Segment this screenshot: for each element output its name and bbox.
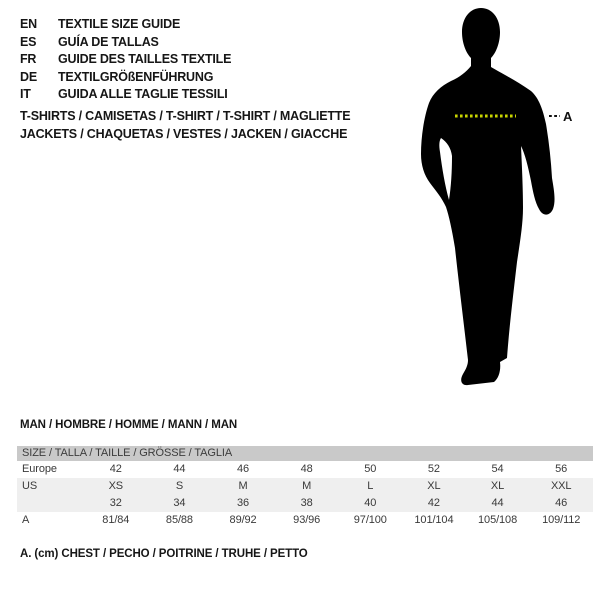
- man-silhouette: [405, 0, 580, 400]
- size-table-row-label: A: [22, 514, 30, 526]
- size-table-cell: 105/108: [478, 514, 518, 526]
- size-table-cell: 54: [491, 463, 504, 475]
- size-table-cell: 97/100: [353, 514, 387, 526]
- category-line-tshirts: T-SHIRTS / CAMISETAS / T-SHIRT / T-SHIRT / MAGLIETTE: [20, 109, 351, 123]
- language-row-en: [20, 16, 231, 34]
- size-table-cell: 46: [237, 463, 250, 475]
- man-silhouette-body: [421, 8, 555, 385]
- size-table-cell: 44: [491, 497, 504, 509]
- size-table-cell: 48: [300, 463, 313, 475]
- size-table-cell: XL: [490, 480, 505, 492]
- language-label: TEXTILGRÖßENFÜHRUNG: [58, 69, 214, 84]
- footnote: A. (cm) CHEST / PECHO / POITRINE / TRUHE / PETTO: [20, 548, 308, 560]
- size-table-row-label: [17, 495, 84, 512]
- category-list: [20, 108, 350, 143]
- size-table-cell: 32: [109, 497, 122, 509]
- size-table-header: SIZE / TALLA / TAILLE / GRÖSSE / TAGLIA: [17, 446, 593, 461]
- size-table-cell: 85/88: [165, 514, 193, 526]
- size-table-cell: 50: [364, 463, 377, 475]
- size-table-cell: 44: [173, 463, 186, 475]
- language-row-fr: [20, 51, 231, 69]
- size-table-cell: XS: [108, 480, 124, 492]
- size-table-row-label: US: [22, 480, 38, 492]
- language-label: GUIDA ALLE TAGLIE TESSILI: [58, 87, 228, 101]
- size-table-cell: 42: [109, 463, 122, 475]
- language-row-de: [20, 69, 231, 87]
- size-table-cell: 52: [427, 463, 440, 475]
- language-row-es: [20, 34, 231, 52]
- size-table-cell: 81/84: [102, 514, 130, 526]
- size-table-cell: XL: [427, 480, 441, 492]
- size-table-cell: XXL: [550, 480, 572, 492]
- size-table-row: [17, 478, 593, 495]
- size-table-cell: 56: [555, 463, 568, 475]
- language-code: EN: [20, 17, 37, 31]
- section-title: MAN / HOMBRE / HOMME / MANN / MAN: [20, 419, 238, 431]
- language-list: [20, 16, 231, 104]
- language-label: GUIDE DES TAILLES TEXTILE: [58, 52, 232, 66]
- size-table-cell: 89/92: [229, 514, 257, 526]
- size-table: [17, 446, 593, 529]
- size-table-cell: 42: [427, 497, 440, 509]
- language-code: IT: [20, 87, 31, 101]
- language-label: TEXTILE SIZE GUIDE: [58, 17, 181, 31]
- category-line-jackets: JACKETS / CHAQUETAS / VESTES / JACKEN / GIACCHE: [20, 126, 348, 141]
- size-table-row: [17, 495, 593, 512]
- measure-label-a: A: [563, 109, 573, 124]
- size-table-body: [17, 461, 593, 529]
- size-table-row-label: Europe: [22, 463, 57, 475]
- language-row-it: [20, 86, 231, 104]
- size-table-row: [17, 512, 593, 529]
- language-code: ES: [20, 34, 37, 49]
- size-table-cell: 40: [364, 497, 377, 509]
- size-table-cell: L: [367, 480, 374, 492]
- size-table-cell: 93/96: [293, 514, 321, 526]
- language-code: FR: [20, 52, 37, 66]
- size-table-cell: 101/104: [414, 514, 454, 526]
- size-table-cell: 109/112: [542, 514, 581, 526]
- size-table-cell: M: [302, 480, 312, 492]
- size-table-cell: 34: [173, 497, 186, 509]
- language-label: GUÍA DE TALLAS: [58, 34, 159, 49]
- size-table-cell: S: [175, 480, 184, 492]
- language-code: DE: [20, 69, 37, 84]
- size-table-cell: 36: [237, 497, 250, 509]
- size-table-cell: 46: [555, 497, 568, 509]
- size-table-cell: M: [238, 480, 248, 492]
- size-table-row: [17, 461, 593, 478]
- size-table-cell: 38: [300, 497, 313, 509]
